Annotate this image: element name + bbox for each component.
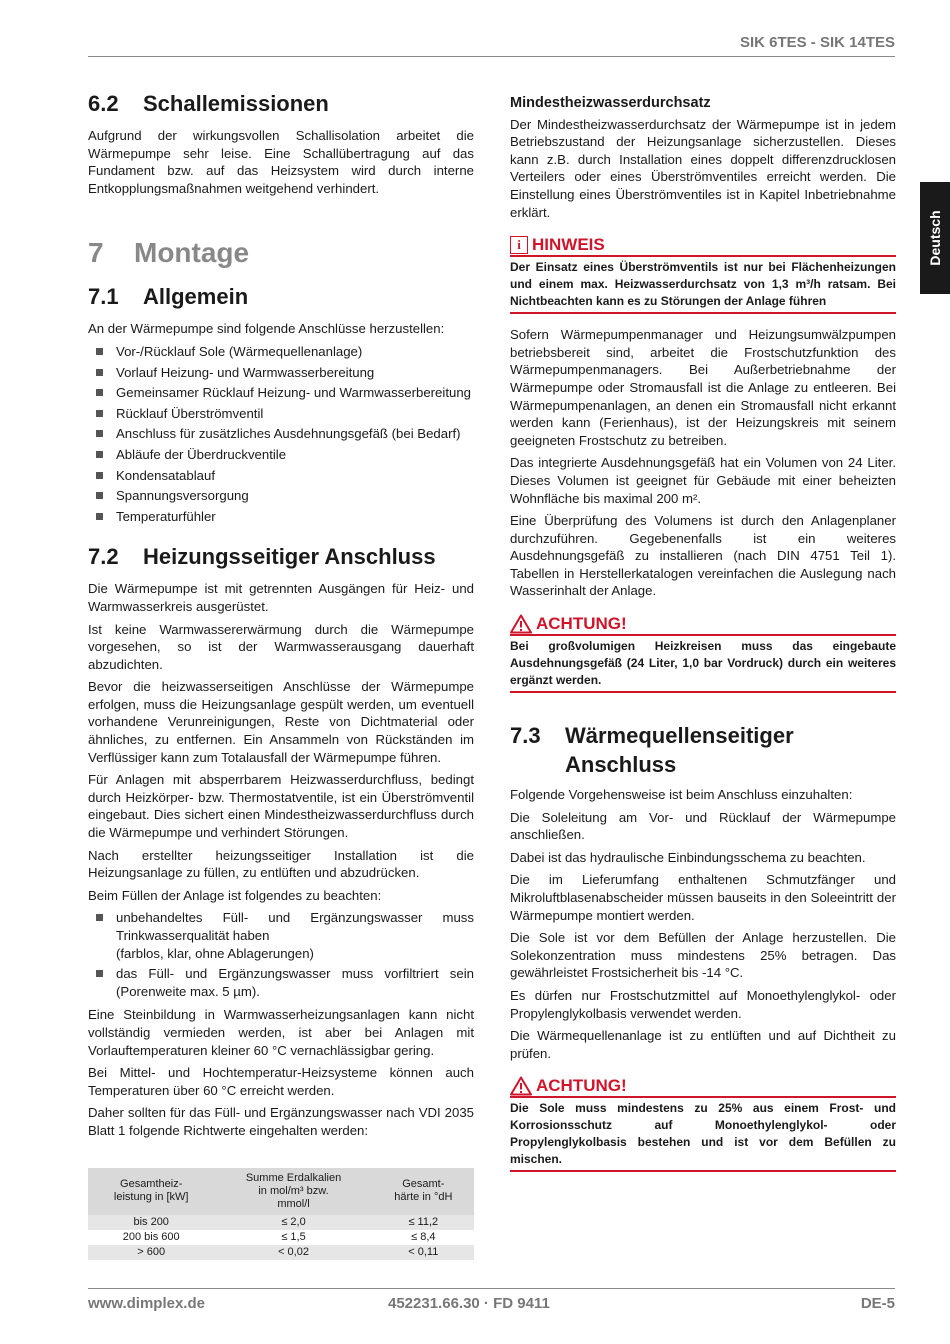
table-cell: > 600 xyxy=(88,1245,214,1260)
paragraph: Eine Überprüfung des Volumens ist durch den Anlagenplaner durchzuführen. Gegebenenfalls ist ein weiteres Ausdehnungsgefäß zu installieren (nach DIN 4751 Teil 1). Tabellen in Herstellerkatalogen vereinfachen die Auslegung nach Wasserinhalt der Anlage. xyxy=(510,513,896,599)
warning-icon xyxy=(510,614,532,634)
notice-header xyxy=(510,1076,896,1096)
list-item: Vorlauf Heizung- und Warmwasserbereitung xyxy=(88,364,474,382)
section-7-2-heading xyxy=(88,543,474,571)
list-item: Vor-/Rücklauf Sole (Wärmequellenanlage) xyxy=(88,343,474,361)
section-title: Heizungsseitiger Anschluss xyxy=(143,544,436,570)
achtung-notice xyxy=(510,614,896,693)
table-cell: < 0,11 xyxy=(373,1245,474,1260)
chapter-title: Montage xyxy=(134,237,250,269)
table-header: Gesamt- härte in °dH xyxy=(373,1168,474,1215)
list-item-text: unbehandeltes Füll- und Ergänzungswasser muss Trinkwasserqualität haben xyxy=(116,910,474,943)
list-item: Spannungsversorgung xyxy=(88,487,474,505)
paragraph: Das integrierte Ausdehnungsgefäß hat ein Volumen von 24 Liter. Dieses Volumen ist geeignet für Gebäude mit einer beheizten Wohnfläche bis maximal 200 m². xyxy=(510,455,896,506)
header-rule xyxy=(88,56,895,57)
notice-label: ACHTUNG! xyxy=(536,1076,627,1096)
list-item: Abläufe der Überdruckventile xyxy=(88,446,474,464)
table-cell: < 0,02 xyxy=(214,1245,372,1260)
hinweis-notice xyxy=(510,235,896,314)
section-title-continued: Anschluss xyxy=(565,752,677,778)
warning-icon xyxy=(510,1076,532,1096)
chapter-7-heading xyxy=(88,235,474,271)
table-cell: bis 200 xyxy=(88,1215,214,1230)
paragraph: Bevor die heizwasserseitigen Anschlüsse der Wärmepumpe erfolgen, muss die Heizungsanlage gespült werden, um eventuell vorhandene Verunreinigungen, Reste von Dichtmaterial oder ähnliches, zu entfernen. Ein Ansammeln von Rückständen im Verflüssiger kann zum Totalausfall der Wärmepumpe führen. xyxy=(88,679,474,765)
table-cell: ≤ 11,2 xyxy=(373,1215,474,1230)
paragraph: Nach erstellter heizungsseitiger Installation ist die Heizungsanlage zu füllen, zu entlüften und abzudrücken. xyxy=(88,847,474,881)
table-cell: ≤ 2,0 xyxy=(214,1215,372,1230)
table-header-row xyxy=(88,1168,474,1215)
left-column xyxy=(88,90,474,1260)
table-cell: 200 bis 600 xyxy=(122,1230,180,1243)
info-icon: i xyxy=(510,236,528,254)
section-title: Schallemissionen xyxy=(143,91,329,116)
connection-list xyxy=(88,343,474,525)
footer-website-link[interactable]: www.dimplex.de xyxy=(88,1295,205,1312)
subheading-mindestheizwasserdurchsatz: Mindestheizwasserdurchsatz xyxy=(510,95,711,111)
table-cell: ≤ 1,5 xyxy=(281,1230,306,1243)
notice-header xyxy=(510,614,896,634)
paragraph: Die Soleleitung am Vor- und Rücklauf der Wärmepumpe anschließen. xyxy=(510,809,896,843)
list-item: Temperaturfühler xyxy=(88,508,474,526)
table-header: Summe Erdalkalien in mol/m³ bzw. mmol/l xyxy=(214,1168,372,1215)
water-quality-table xyxy=(88,1168,474,1260)
fill-requirements-list xyxy=(88,909,474,1000)
achtung-notice xyxy=(510,1076,896,1172)
section-title: Allgemein xyxy=(143,284,249,310)
paragraph: Dabei ist das hydraulische Einbindungsschema zu beachten. xyxy=(510,849,866,865)
paragraph: Bei Mittel- und Hochtemperatur-Heizsysteme können auch Temperaturen über 60 °C erreicht werden. xyxy=(88,1065,474,1098)
list-item-note: (farblos, klar, ohne Ablagerungen) xyxy=(116,945,314,961)
table-header: Gesamtheiz- leistung in [kW] xyxy=(88,1168,214,1215)
chapter-number: 7 xyxy=(88,237,104,269)
list-item xyxy=(88,909,474,962)
section-number: 6.2 xyxy=(88,91,119,116)
paragraph: Beim Füllen der Anlage ist folgendes zu beachten: xyxy=(88,887,382,903)
list-item: Rücklauf Überströmventil xyxy=(88,405,474,423)
section-title: Wärmequellenseitiger xyxy=(565,723,794,749)
section-7-3-heading xyxy=(510,721,896,779)
paragraph: Ist keine Warmwassererwärmung durch die Wärmepumpe vorgesehen, so ist der Warmwasserausgang dauerhaft abzudichten. xyxy=(88,621,474,672)
language-tab-label: Deutsch xyxy=(927,210,943,266)
notice-header xyxy=(510,235,896,255)
language-tab xyxy=(920,182,950,294)
paragraph: An der Wärmepumpe sind folgende Anschlüsse herzustellen: xyxy=(88,321,445,337)
list-item: Kondensatablauf xyxy=(88,467,474,485)
paragraph: Für Anlagen mit absperrbarem Heizwasserdurchfluss, bedingt durch Heizkörper- bzw. Thermostatventile, ist ein Überströmventil eingebaut. Dies sichert einen Mindestheizwasserdurchfluss durch die Wärmepumpe und verhindert Störungen. xyxy=(88,772,474,841)
right-column xyxy=(510,90,896,1184)
notice-text: Bei großvolumigen Heizkreisen muss das eingebaute Ausdehnungsgefäß (24 Liter, 1,0 bar Vordruck) durch ein weiteres ergänzt werden. xyxy=(510,634,896,693)
section-6-2-heading xyxy=(88,90,474,118)
paragraph: Die Wärmepumpe ist mit getrennten Ausgängen für Heiz- und Warmwasserkreis ausgerüstet. xyxy=(88,581,474,614)
notice-label: ACHTUNG! xyxy=(536,614,627,634)
table-row xyxy=(88,1215,474,1230)
paragraph: Die Sole ist vor dem Befüllen der Anlage herzustellen. Die Solekonzentration muss mindestens 25% betragen. Das gewährleistet Frostsicherheit bis -14 °C. xyxy=(510,930,896,981)
notice-text: Die Sole muss mindestens zu 25% aus einem Frost- und Korrosionsschutz auf Monoethylenglykol- oder Propylenglykolbasis bestehen und ist vor dem Befüllen zu mischen. xyxy=(510,1096,896,1172)
section-number: 7.2 xyxy=(88,544,119,570)
paragraph: Folgende Vorgehensweise ist beim Anschluss einzuhalten: xyxy=(510,787,853,803)
paragraph: Eine Steinbildung in Warmwasserheizungsanlagen kann nicht vollständig vermieden werden, ist aber bei Anlagen mit Vorlauftemperaturen kleiner 60 °C vernachlässigbar gering. xyxy=(88,1007,474,1058)
paragraph: Sofern Wärmepumpenmanager und Heizungsumwälzpumpen betriebsbereit sind, arbeitet die Frostschutzfunktion des Wärmepumpenmanagers. Bei Außerbetriebnahme der Wärmepumpe oder Stromausfall ist die Anlage zu entleeren. Bei Wärmepumpenanlagen, an denen ein Stromausfall nicht erkannt werden kann (Ferienhaus), ist der Heizungskreis mit seinem geeigneten Frostschutz zu betreiben. xyxy=(510,327,896,448)
header-title: SIK 6TES - SIK 14TES xyxy=(739,34,895,51)
footer-document-number: 452231.66.30 · FD 9411 xyxy=(388,1295,550,1312)
list-item: Anschluss für zusätzliches Ausdehnungsgefäß (bei Bedarf) xyxy=(88,425,474,443)
paragraph: Es dürfen nur Frostschutzmittel auf Monoethylenglykol- oder Propylenglykolbasis verwendet werden. xyxy=(510,988,896,1021)
footer-page-number: DE-5 xyxy=(860,1295,895,1312)
notice-text: Der Einsatz eines Überströmventils ist nur bei Flächenheizungen und einem max. Heizwasserdurchsatz von 1,3 m³/h ratsam. Bei Nichtbeachten kann es zu Störungen der Anlage führen xyxy=(510,255,896,314)
table-row xyxy=(88,1230,474,1245)
list-item: Gemeinsamer Rücklauf Heizung- und Warmwasserbereitung xyxy=(88,384,474,402)
paragraph: Daher sollten für das Füll- und Ergänzungswasser nach VDI 2035 Blatt 1 folgende Richtwerte eingehalten werden: xyxy=(88,1105,474,1138)
notice-label: HINWEIS xyxy=(532,235,605,255)
section-number: 7.1 xyxy=(88,284,119,310)
table-row xyxy=(88,1245,474,1260)
table-cell: ≤ 8,4 xyxy=(411,1230,436,1243)
section-7-1-heading xyxy=(88,283,474,311)
paragraph: Die im Lieferumfang enthaltenen Schmutzfänger und Mikroluftblasenabscheider müssen bauseits in den Soleeintritt der Wärmepumpe montiert werden. xyxy=(510,872,896,923)
footer-rule xyxy=(88,1288,895,1289)
section-number: 7.3 xyxy=(510,723,541,749)
paragraph: Die Wärmequellenanlage ist zu entlüften und auf Dichtheit zu prüfen. xyxy=(510,1028,896,1061)
paragraph: Der Mindestheizwasserdurchsatz der Wärmepumpe ist in jedem Betriebszustand der Heizungsanlage sicherzustellen. Dieses kann z.B. durch Installation eines doppelt differenzdrucklosen Verteilers oder eines Überströmventiles erreicht werden. Die Einstellung eines Überströmventiles ist in Kapitel Inbetriebnahme erklärt. xyxy=(510,116,896,220)
list-item: das Füll- und Ergänzungswasser muss vorfiltriert sein (Porenweite max. 5 µm). xyxy=(88,965,474,1000)
paragraph: Aufgrund der wirkungsvollen Schallisolation arbeitet die Wärmepumpe sehr leise. Eine Schallübertragung auf das Fundament bzw. auf das Heizsystem wird durch interne Entkopplungsmaßnahmen weitgehend verhindert. xyxy=(88,128,474,196)
